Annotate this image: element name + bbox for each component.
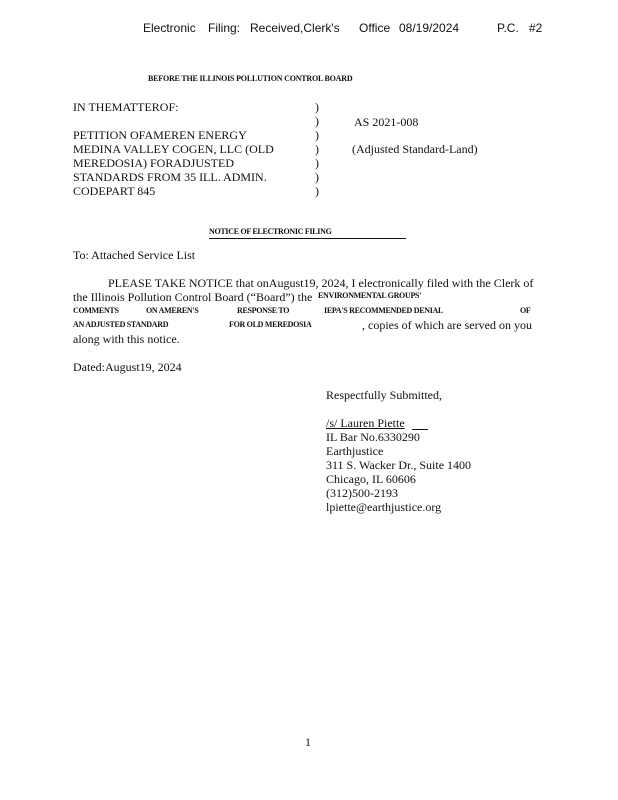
page-number: 1 bbox=[305, 735, 311, 749]
signature-email: lpiette@earthjustice.org bbox=[326, 500, 442, 514]
signature-phone: (312)500-2193 bbox=[326, 486, 398, 500]
smallcap-response-to: RESPONSE TO bbox=[237, 306, 290, 315]
signature-organization: Earthjustice bbox=[326, 444, 384, 458]
header-office: Office bbox=[359, 21, 391, 35]
notice-title: NOTICE OF ELECTRONIC FILING bbox=[209, 227, 332, 236]
caption-paren: ) bbox=[315, 170, 319, 184]
caption-paren: ) bbox=[315, 142, 319, 156]
caption-paren: ) bbox=[315, 156, 319, 170]
caption-line-3: PETITION OFAMEREN ENERGY bbox=[73, 128, 247, 142]
header-received: Received,Clerk's bbox=[250, 21, 340, 35]
case-number: AS 2021-008 bbox=[354, 115, 419, 129]
body-line-3-tail: , copies of which are served on you bbox=[362, 318, 532, 332]
env-groups: ENVIRONMENTAL GROUPS' bbox=[318, 291, 422, 300]
header-pc: P.C. bbox=[497, 21, 519, 35]
case-type: (Adjusted Standard-Land) bbox=[352, 142, 478, 156]
notice-title-underline bbox=[209, 238, 406, 239]
header-date: 08/19/2024 bbox=[399, 21, 460, 35]
smallcap-of: OF bbox=[520, 306, 531, 315]
header-electronic: Electronic bbox=[143, 21, 196, 35]
signature-city: Chicago, IL 60606 bbox=[326, 472, 416, 486]
smallcap-adjusted-standard: AN ADJUSTED STANDARD bbox=[73, 320, 169, 329]
caption-line-6: STANDARDS FROM 35 ILL. ADMIN. bbox=[73, 170, 267, 184]
dated-line: Dated:August19, 2024 bbox=[73, 360, 182, 374]
body-line-1: PLEASE TAKE NOTICE that onAugust19, 2024, I electronically filed with the Clerk of bbox=[108, 276, 534, 290]
body-line-2: the Illinois Pollution Control Board (“Board”) the bbox=[73, 290, 313, 304]
caption-line-5: MEREDOSIA) FORADJUSTED bbox=[73, 156, 235, 170]
to-line: To: Attached Service List bbox=[73, 248, 196, 262]
caption-line-1: IN THEMATTEROF: bbox=[73, 100, 179, 114]
header-filing: Filing: bbox=[208, 21, 241, 35]
signature-bar-number: IL Bar No.6330290 bbox=[326, 430, 420, 444]
caption-paren: ) bbox=[315, 100, 319, 114]
caption-paren: ) bbox=[315, 184, 319, 198]
signature-line: /s/ Lauren Piette bbox=[326, 416, 405, 430]
header-pc-number: #2 bbox=[529, 21, 543, 35]
smallcap-iepa-denial: IEPA'S RECOMMENDED DENIAL bbox=[324, 306, 444, 315]
caption-paren: ) bbox=[315, 114, 319, 128]
board-title: BEFORE THE ILLINOIS POLLUTION CONTROL BOARD bbox=[148, 74, 353, 83]
signature-street: 311 S. Wacker Dr., Suite 1400 bbox=[326, 458, 472, 472]
signature-closing: Respectfully Submitted, bbox=[326, 388, 442, 402]
smallcap-old-meredosia: FOR OLD MEREDOSIA bbox=[229, 320, 312, 329]
smallcap-comments: COMMENTS bbox=[73, 306, 119, 315]
body-line-4: along with this notice. bbox=[73, 332, 180, 346]
caption-paren: ) bbox=[315, 128, 319, 142]
caption-line-7: CODEPART 845 bbox=[73, 184, 156, 198]
caption-line-4: MEDINA VALLEY COGEN, LLC (OLD bbox=[73, 142, 274, 156]
smallcap-on-amerens: ON AMEREN'S bbox=[146, 306, 199, 315]
